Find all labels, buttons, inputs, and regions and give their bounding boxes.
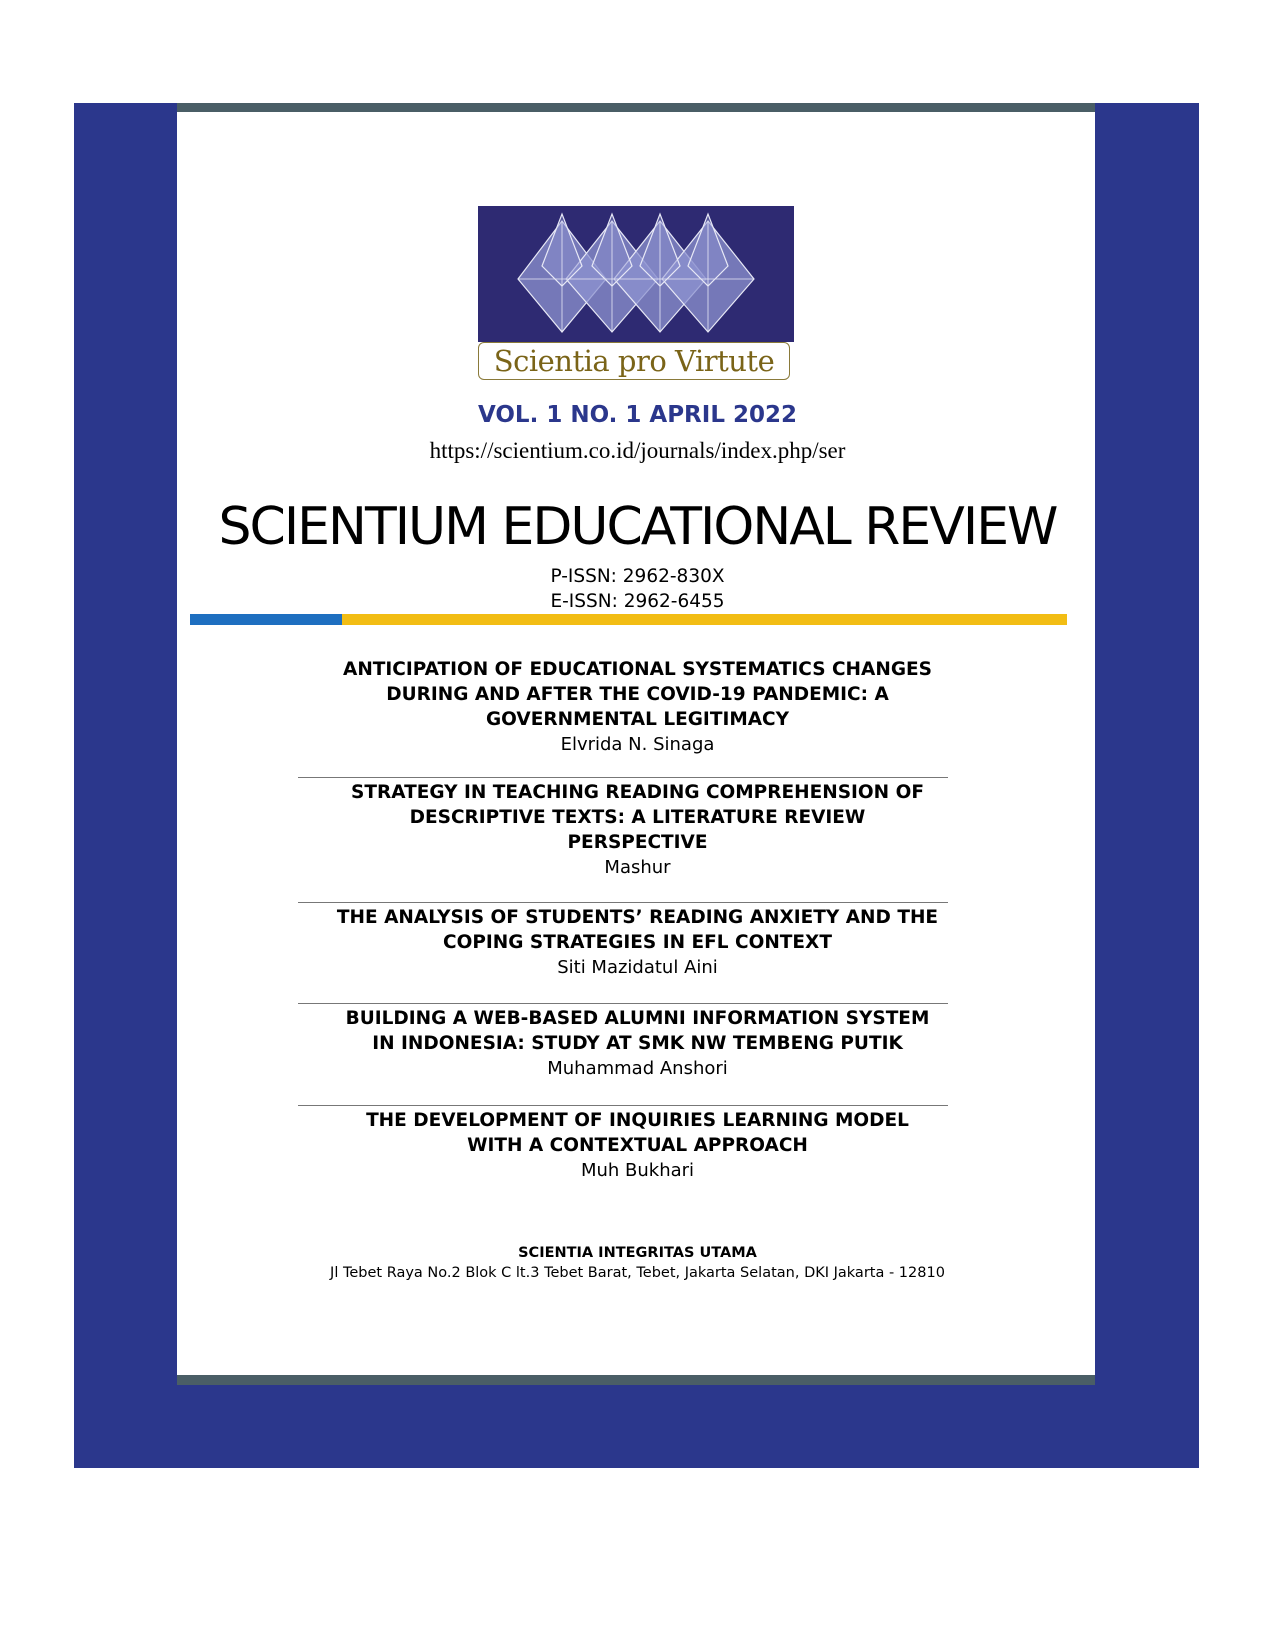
- article-title-line: STRATEGY IN TEACHING READING COMPREHENSION OF: [351, 782, 924, 803]
- article-divider: [298, 902, 948, 903]
- article-title-line: IN INDONESIA: STUDY AT SMK NW TEMBENG PUTIK: [372, 1033, 903, 1054]
- cover-rule-top: [177, 103, 1095, 112]
- article-author: Mashur: [604, 857, 671, 878]
- article-title-line: GOVERNMENTAL LEGITIMACY: [485, 709, 790, 730]
- article-title-line: DESCRIPTIVE TEXTS: A LITERATURE REVIEW: [409, 807, 866, 828]
- print-issn: P-ISSN: 2962-830X: [550, 566, 725, 587]
- logo-motto: Scientia pro Virtute: [478, 342, 790, 380]
- article-title-line: ANTICIPATION OF EDUCATIONAL SYSTEMATICS CHANGES: [343, 659, 932, 680]
- publisher-name: SCIENTIA INTEGRITAS UTAMA: [518, 1245, 757, 1261]
- article-author: Siti Mazidatul Aini: [557, 957, 718, 978]
- article-author: Muhammad Anshori: [547, 1058, 728, 1079]
- article-title-line: DURING AND AFTER THE COVID-19 PANDEMIC: A: [386, 684, 889, 705]
- article-title-line: THE ANALYSIS OF STUDENTS’ READING ANXIETY AND THE: [336, 907, 939, 928]
- article-author: Elvrida N. Sinaga: [560, 734, 715, 755]
- electronic-issn: E-ISSN: 2962-6455: [550, 591, 725, 612]
- article-entry: [0, 780, 1275, 880]
- journal-url[interactable]: https://scientium.co.id/journals/index.php/ser: [429, 438, 846, 463]
- article-entry: [0, 1108, 1275, 1183]
- color-bar-blue-segment: [190, 614, 342, 625]
- article-title-line: WITH A CONTEXTUAL APPROACH: [467, 1135, 808, 1156]
- article-entry: [0, 657, 1275, 757]
- color-bar-yellow-segment: [342, 614, 1067, 625]
- article-author: Muh Bukhari: [580, 1160, 695, 1181]
- cover-rule-bottom: [177, 1375, 1095, 1385]
- volume-issue: VOL. 1 NO. 1 APRIL 2022: [477, 402, 797, 428]
- article-divider: [298, 777, 948, 778]
- article-entry: [0, 1006, 1275, 1081]
- article-title-line: PERSPECTIVE: [567, 832, 708, 853]
- color-bar: [190, 614, 1067, 625]
- article-title-line: THE DEVELOPMENT OF INQUIRIES LEARNING MODEL: [366, 1110, 909, 1131]
- article-divider: [298, 1003, 948, 1004]
- publisher-address: Jl Tebet Raya No.2 Blok C lt.3 Tebet Barat, Tebet, Jakarta Selatan, DKI Jakarta - 12810: [330, 1265, 945, 1281]
- journal-title: SCIENTIUM EDUCATIONAL REVIEW: [218, 497, 1057, 557]
- cover-frame-bottom: [177, 1385, 1095, 1468]
- diamond-lattice-logo-icon: [478, 206, 794, 342]
- article-entry: [0, 905, 1275, 980]
- article-divider: [298, 1105, 948, 1106]
- article-title-line: BUILDING A WEB-BASED ALUMNI INFORMATION SYSTEM: [345, 1008, 930, 1029]
- article-title-line: COPING STRATEGIES IN EFL CONTEXT: [443, 932, 832, 953]
